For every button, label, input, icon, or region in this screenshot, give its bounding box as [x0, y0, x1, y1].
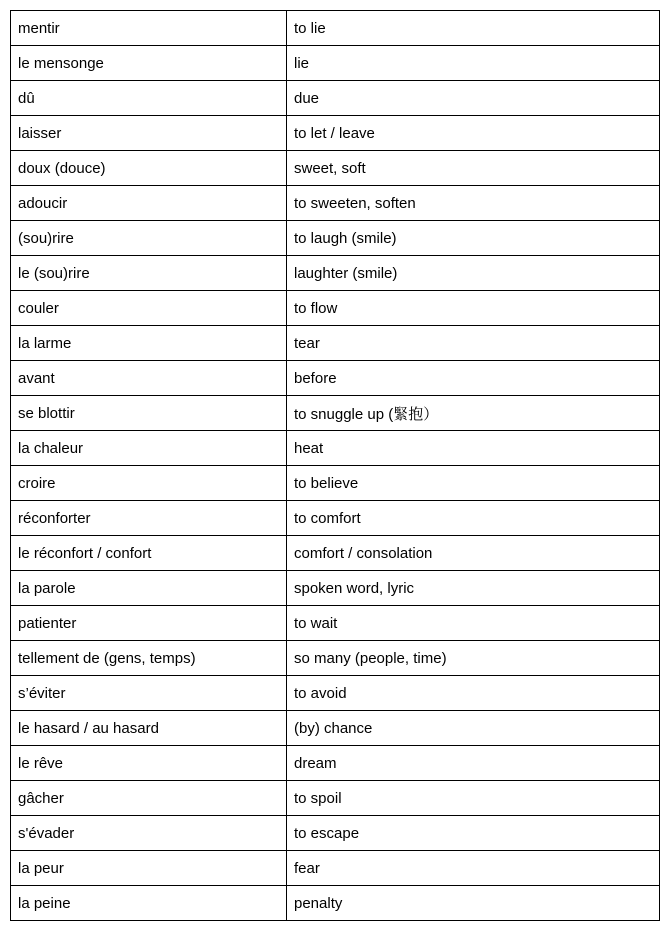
french-term-cell: le (sou)rire	[11, 256, 287, 291]
table-row	[11, 221, 660, 256]
english-translation-cell: lie	[287, 46, 660, 81]
english-translation-cell: (by) chance	[287, 711, 660, 746]
table-row	[11, 326, 660, 361]
table-row	[11, 851, 660, 886]
english-translation-cell: comfort / consolation	[287, 536, 660, 571]
english-translation-cell: to lie	[287, 11, 660, 46]
english-translation-cell: to escape	[287, 816, 660, 851]
french-term-cell: patienter	[11, 606, 287, 641]
english-translation-cell: to believe	[287, 466, 660, 501]
french-term-cell: gâcher	[11, 781, 287, 816]
english-translation-cell: to flow	[287, 291, 660, 326]
french-term-cell: couler	[11, 291, 287, 326]
table-row	[11, 116, 660, 151]
english-translation-cell: fear	[287, 851, 660, 886]
vocabulary-table-body	[11, 11, 660, 921]
table-row	[11, 11, 660, 46]
french-term-cell: adoucir	[11, 186, 287, 221]
english-translation-cell: so many (people, time)	[287, 641, 660, 676]
table-row	[11, 781, 660, 816]
french-term-cell: réconforter	[11, 501, 287, 536]
table-row	[11, 571, 660, 606]
table-row	[11, 81, 660, 116]
table-row	[11, 816, 660, 851]
english-translation-cell: to wait	[287, 606, 660, 641]
table-row	[11, 291, 660, 326]
french-term-cell: dû	[11, 81, 287, 116]
french-term-cell: la larme	[11, 326, 287, 361]
english-translation-cell: to avoid	[287, 676, 660, 711]
table-row	[11, 746, 660, 781]
french-term-cell: la peur	[11, 851, 287, 886]
table-row	[11, 396, 660, 431]
french-term-cell: croire	[11, 466, 287, 501]
french-term-cell: laisser	[11, 116, 287, 151]
french-term-cell: la peine	[11, 886, 287, 921]
english-translation-cell: heat	[287, 431, 660, 466]
french-term-cell: le mensonge	[11, 46, 287, 81]
english-translation-cell: penalty	[287, 886, 660, 921]
english-translation-cell: to let / leave	[287, 116, 660, 151]
french-term-cell: doux (douce)	[11, 151, 287, 186]
table-row	[11, 466, 660, 501]
english-translation-cell: before	[287, 361, 660, 396]
french-term-cell: le hasard / au hasard	[11, 711, 287, 746]
table-row	[11, 431, 660, 466]
english-translation-cell: to sweeten, soften	[287, 186, 660, 221]
table-row	[11, 641, 660, 676]
table-row	[11, 501, 660, 536]
english-translation-cell: spoken word, lyric	[287, 571, 660, 606]
vocabulary-table	[10, 10, 660, 921]
table-row	[11, 676, 660, 711]
english-translation-cell: sweet, soft	[287, 151, 660, 186]
table-row	[11, 886, 660, 921]
french-term-cell: s’éviter	[11, 676, 287, 711]
table-row	[11, 606, 660, 641]
table-row	[11, 186, 660, 221]
english-translation-cell: tear	[287, 326, 660, 361]
english-translation-cell: to comfort	[287, 501, 660, 536]
english-translation-cell: dream	[287, 746, 660, 781]
english-translation-cell: to snuggle up (緊抱）	[287, 396, 660, 431]
french-term-cell: la parole	[11, 571, 287, 606]
english-translation-cell: to spoil	[287, 781, 660, 816]
table-row	[11, 711, 660, 746]
table-row	[11, 536, 660, 571]
french-term-cell: le réconfort / confort	[11, 536, 287, 571]
french-term-cell: se blottir	[11, 396, 287, 431]
table-row	[11, 256, 660, 291]
english-translation-cell: due	[287, 81, 660, 116]
table-row	[11, 361, 660, 396]
french-term-cell: avant	[11, 361, 287, 396]
english-translation-cell: laughter (smile)	[287, 256, 660, 291]
french-term-cell: la chaleur	[11, 431, 287, 466]
french-term-cell: tellement de (gens, temps)	[11, 641, 287, 676]
table-row	[11, 46, 660, 81]
english-translation-cell: to laugh (smile)	[287, 221, 660, 256]
french-term-cell: mentir	[11, 11, 287, 46]
french-term-cell: le rêve	[11, 746, 287, 781]
french-term-cell: s'évader	[11, 816, 287, 851]
table-row	[11, 151, 660, 186]
french-term-cell: (sou)rire	[11, 221, 287, 256]
